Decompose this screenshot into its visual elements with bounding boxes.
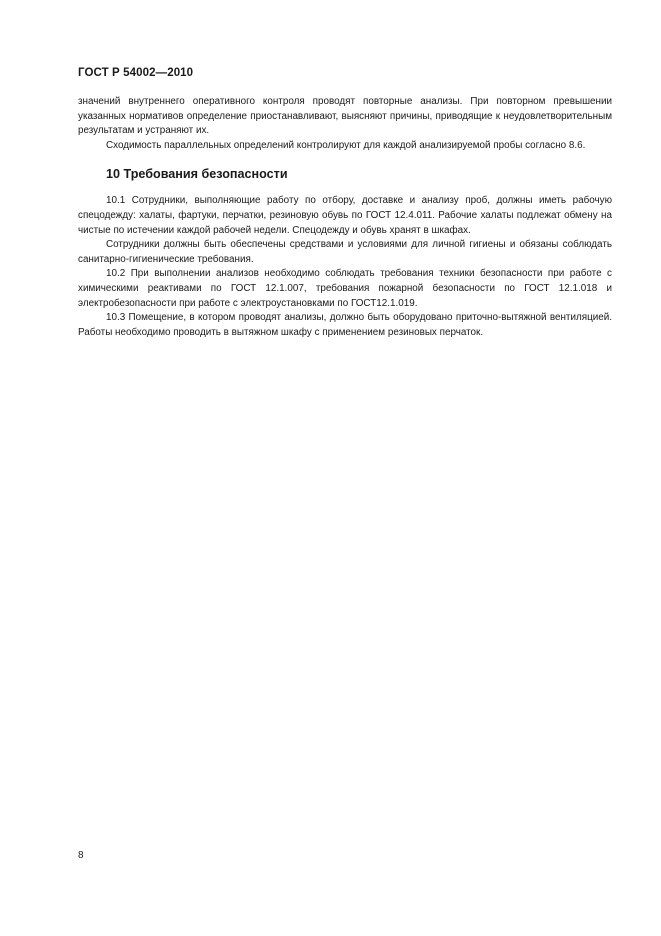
paragraph-10-1: 10.1 Сотрудники, выполняющие работу по отбору, доставке и анализу проб, должны иметь рабочую спецодежду: халаты, фартуки, перчатки, резиновую обувь по ГОСТ 12.4.011. Рабочие халаты подлежат обмену на чистые по истечении каждой рабочей недели. Спецодежду и обувь хранят в шкафах. bbox=[78, 195, 612, 236]
paragraph-10-3: 10.3 Помещение, в котором проводят анализы, должно быть оборудовано приточно-вытяжной вентиляцией. Работы необходимо проводить в вытяжном шкафу с применением резиновых перчаток. bbox=[78, 312, 612, 338]
paragraph-10-2: 10.2 При выполнении анализов необходимо соблюдать требования техники безопасности при работе с химическими реактивами по ГОСТ 12.1.007, требования пожарной безопасности по ГОСТ 12.1.018 и электробезопасности при работе с электроустановками по ГОСТ12.1.019. bbox=[78, 268, 612, 309]
paragraph-hygiene: Сотрудники должны быть обеспечены средствами и условиями для личной гигиены и обязаны соблюдать санитарно-гигиенические требования. bbox=[78, 239, 612, 265]
paragraph-convergence: Сходимость параллельных определений контролируют для каждой анализируемой пробы согласно 8.6. bbox=[106, 139, 586, 151]
document-header: ГОСТ Р 54002—2010 bbox=[78, 67, 194, 79]
section-title: 10 Требования безопасности bbox=[106, 167, 288, 182]
paragraph-continuation: значений внутреннего оперативного контроля проводят повторные анализы. При повторном превышении указанных нормативов определение приостанавливают, выясняют причины, приводящие к неудовлетворительным результатам и устраняют их. bbox=[78, 96, 612, 137]
document-body bbox=[78, 95, 612, 340]
page-number: 8 bbox=[78, 850, 84, 861]
